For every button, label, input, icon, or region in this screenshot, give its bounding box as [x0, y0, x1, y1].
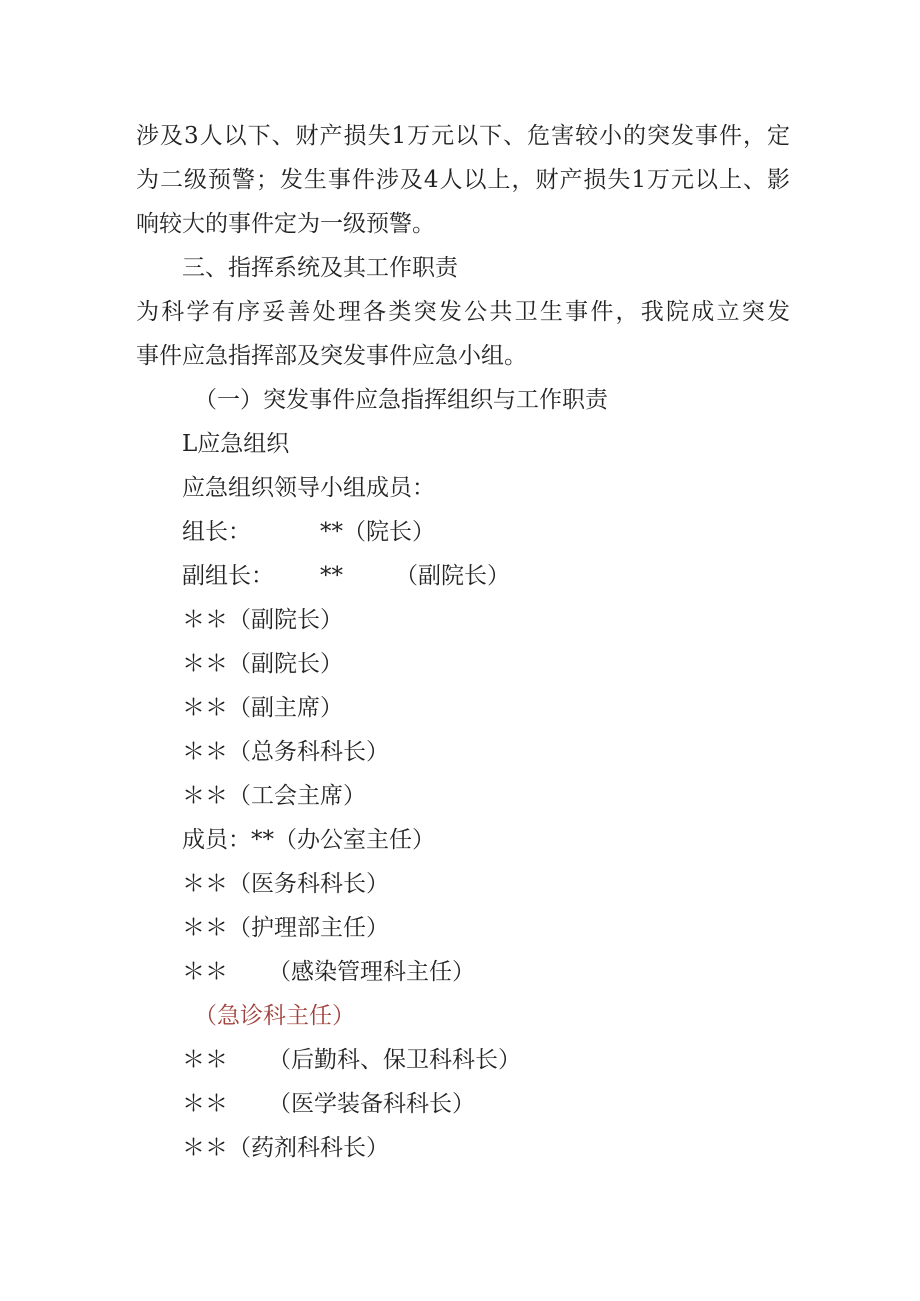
paragraph-line: 为二级预警；发生事件涉及4人以上，财产损失1万元以上、影: [136, 167, 790, 193]
item-heading: L应急组织: [182, 431, 290, 457]
list-item: ＊＊（总务科科长）: [182, 739, 389, 765]
annotation-note: （急诊科主任）: [194, 1003, 355, 1029]
paragraph-line: 为科学有序妥善处理各类突发公共卫生事件，我院成立突发: [136, 299, 790, 325]
paragraph-line: 涉及3人以下、财产损失1万元以下、危害较小的突发事件，定: [136, 123, 790, 149]
deputy-leader-name: **: [320, 563, 343, 589]
paragraph-line: 事件应急指挥部及突发事件应急小组。: [136, 343, 527, 369]
deputy-leader-label: 副组长：: [182, 563, 274, 589]
member-role: （后勤科、保卫科科长）: [268, 1047, 521, 1073]
list-item: ＊＊（工会主席）: [182, 783, 366, 809]
leader-label: 组长：: [182, 519, 251, 545]
section-heading: 三、指挥系统及其工作职责: [182, 255, 458, 281]
list-item: ＊＊（医务科科长）: [182, 871, 389, 897]
list-item: ＊＊（副主席）: [182, 695, 343, 721]
subsection-heading: （一）突发事件应急指挥组织与工作职责: [194, 387, 608, 413]
members-line: 成员：**（办公室主任）: [182, 827, 435, 853]
list-item: ＊＊（副院长）: [182, 607, 343, 633]
member-name: ＊＊: [182, 1091, 228, 1117]
paragraph-line: 响较大的事件定为一级预警。: [136, 211, 435, 237]
leader-row: [182, 517, 251, 547]
leader-name: **（院长）: [320, 519, 435, 545]
list-item: ＊＊（药剂科科长）: [182, 1135, 389, 1161]
deputy-leader-role: （副院长）: [395, 563, 510, 589]
member-role: （医学装备科科长）: [268, 1091, 475, 1117]
list-item: ＊＊（副院长）: [182, 651, 343, 677]
member-role: （感染管理科主任）: [268, 959, 475, 985]
member-name: ＊＊: [182, 959, 228, 985]
member-name: ＊＊: [182, 1047, 228, 1073]
leadership-intro: 应急组织领导小组成员：: [182, 475, 435, 501]
list-item: ＊＊（护理部主任）: [182, 915, 389, 941]
